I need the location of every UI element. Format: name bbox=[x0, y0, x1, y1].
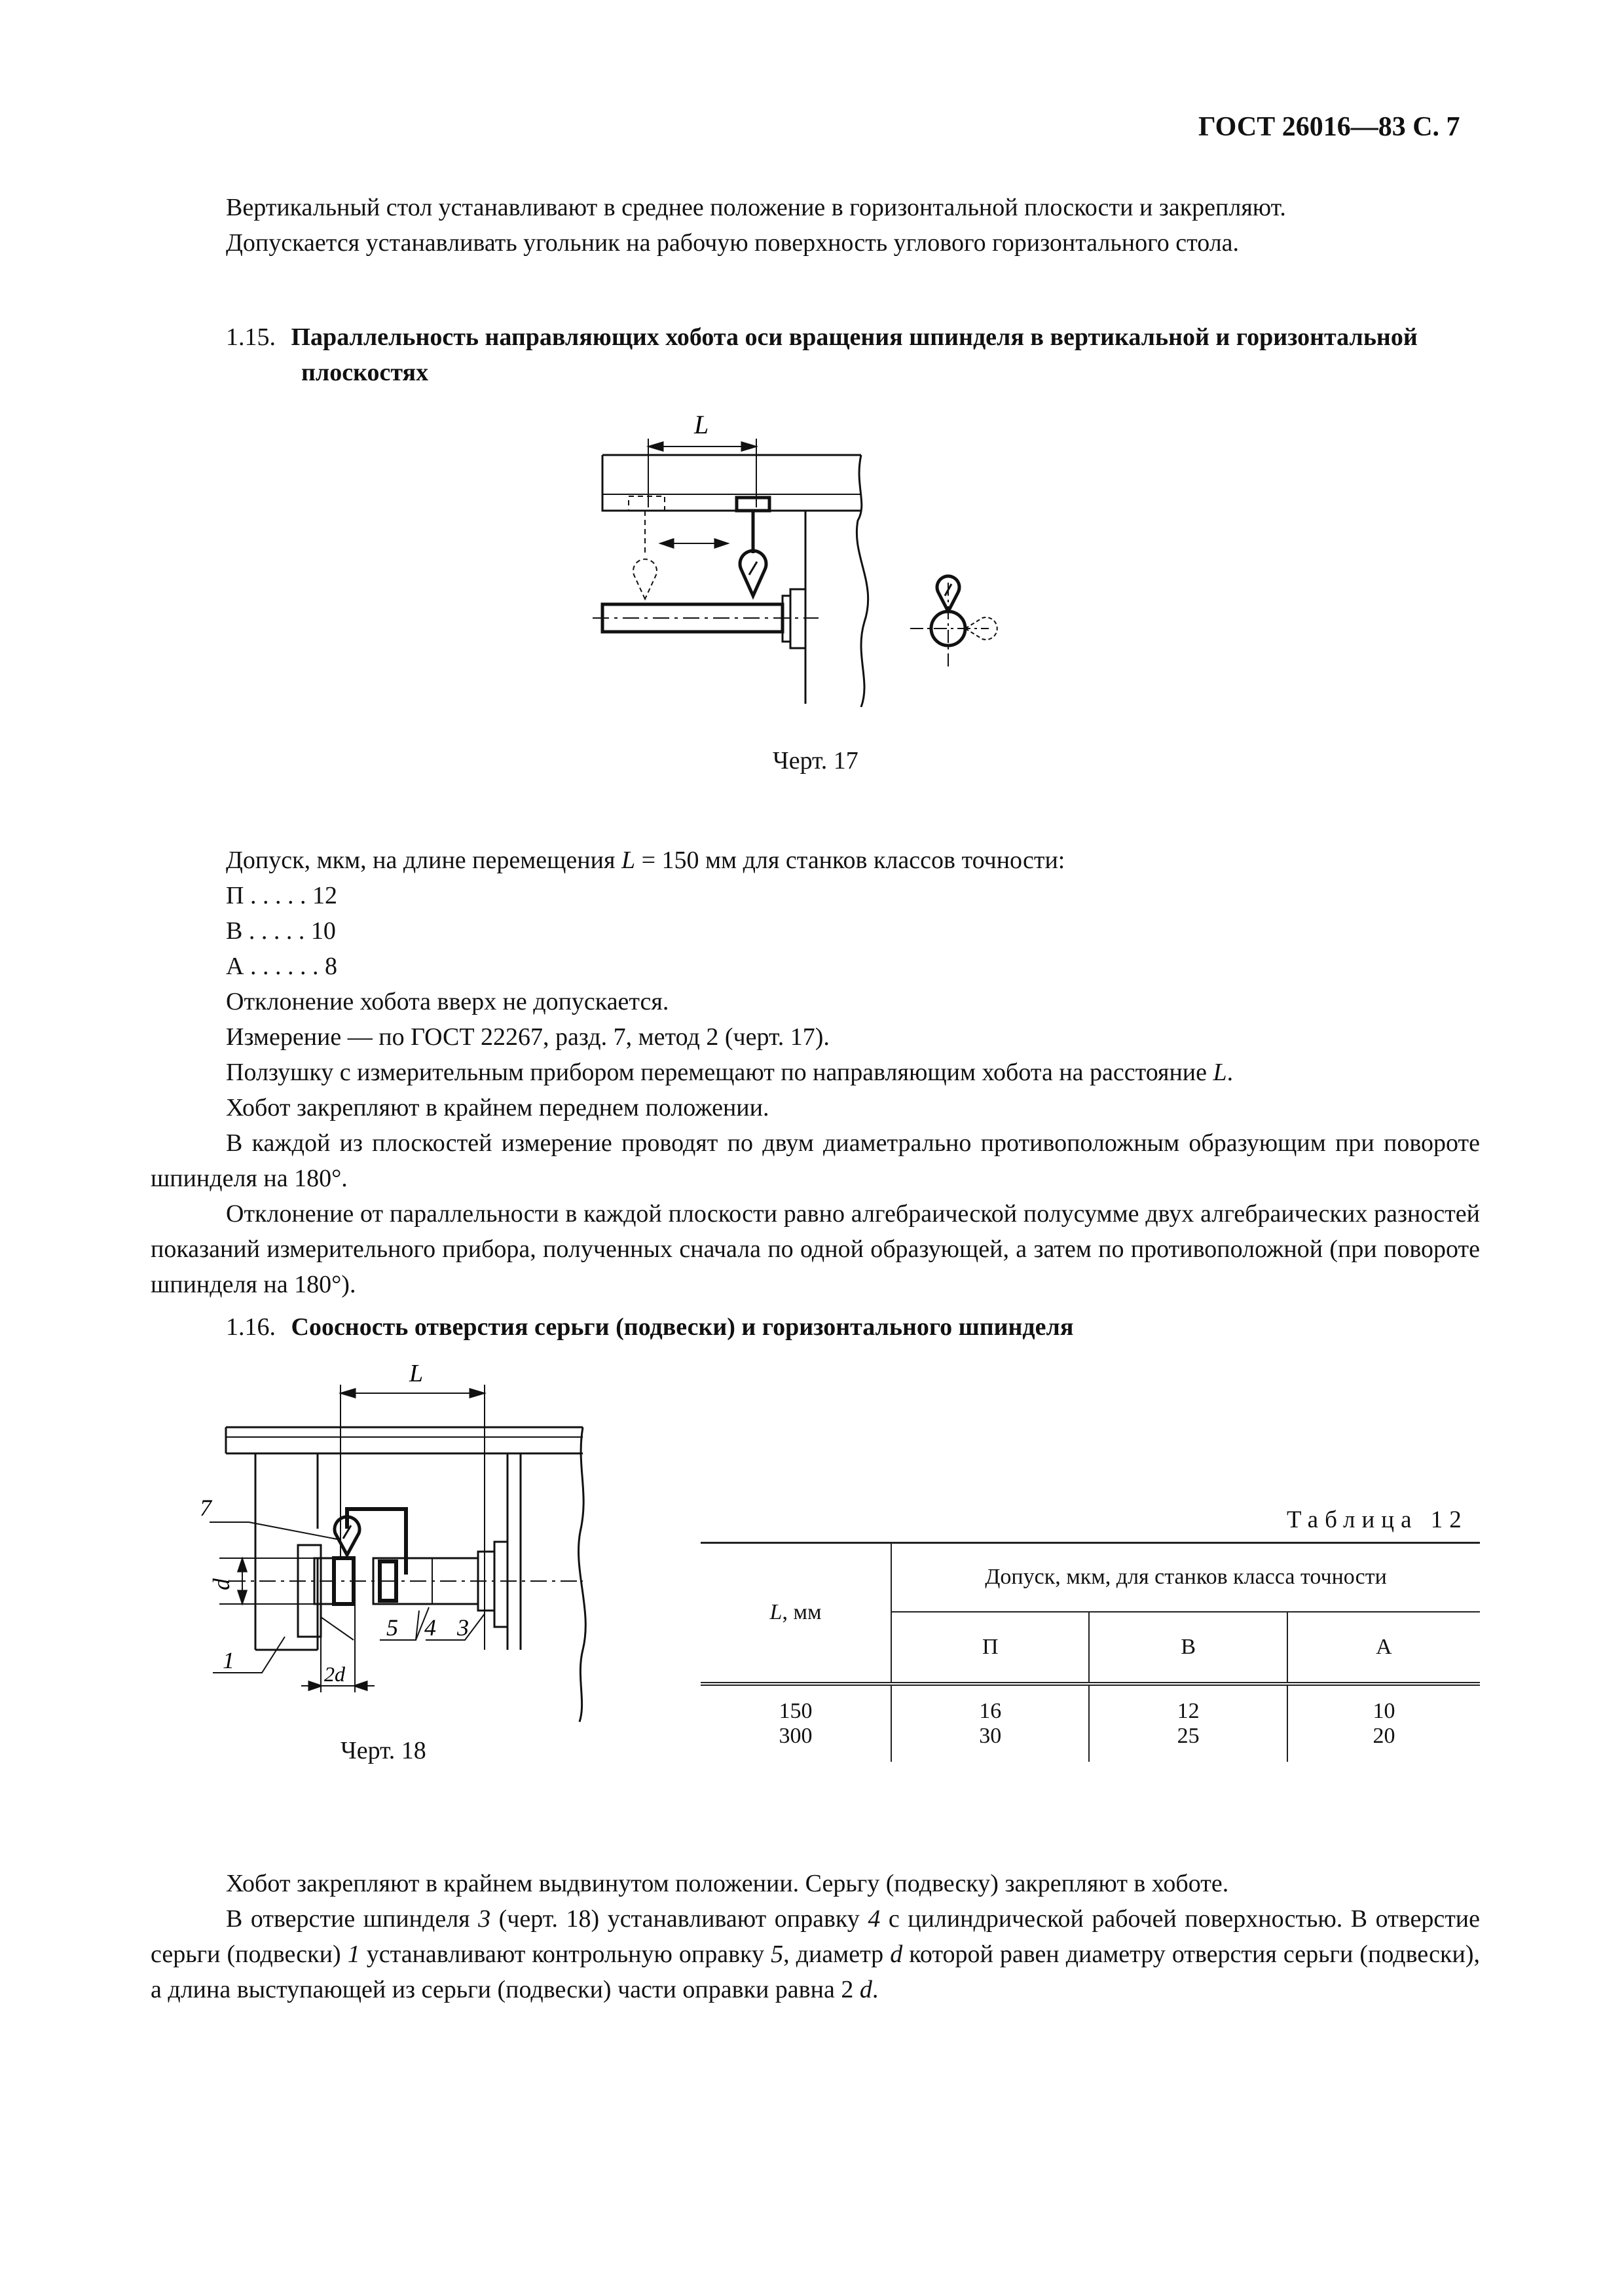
tolerance-intro bbox=[151, 843, 1480, 878]
tolerance-class: П bbox=[226, 882, 244, 909]
table-class-v: В bbox=[1089, 1612, 1287, 1684]
table-12-label: Таблица 12 bbox=[1287, 1506, 1468, 1533]
intro-paragraph-2: Допускается устанавливать угольник на рабочую поверхность углового горизонтального стола. bbox=[226, 229, 1240, 257]
table-cell: 20 bbox=[1373, 1723, 1395, 1748]
paragraph-planes: В каждой из плоскостей измерение проводят по двум диаметрально противоположным образующим при повороте шпинделя на 180°. bbox=[151, 1129, 1480, 1192]
tolerance-row-v bbox=[226, 913, 1480, 949]
section-1-15-heading bbox=[226, 319, 1480, 390]
table-cell: 30 bbox=[891, 1724, 1089, 1762]
slider-text-post: . bbox=[1226, 1059, 1234, 1086]
figure-18-label-1: 1 bbox=[223, 1647, 234, 1673]
paragraph-up-not-allowed: Отклонение хобота вверх не допускается. bbox=[226, 988, 669, 1015]
figure-18-drawing bbox=[190, 1362, 622, 1728]
table-cell-L: 150 bbox=[701, 1684, 891, 1724]
tolerance-leader: . . . . . . bbox=[244, 953, 325, 980]
tolerance-class: В bbox=[226, 917, 243, 945]
mandrel-text: (черт. 18) устанавливают оправку bbox=[490, 1905, 868, 1933]
tolerance-leader: . . . . . bbox=[244, 882, 312, 909]
table-class-a: А bbox=[1287, 1612, 1480, 1684]
intro-paragraph-1: Вертикальный стол устанавливают в среднее положение в горизонтальной плоскости и закрепляют. bbox=[226, 194, 1286, 221]
table-row bbox=[701, 1684, 1480, 1724]
figure-18-label-4: 4 bbox=[424, 1614, 436, 1641]
table-header-row bbox=[701, 1543, 1480, 1612]
section-1-16-heading bbox=[226, 1309, 1480, 1345]
tolerance-list bbox=[151, 878, 1480, 984]
tolerance-leader: . . . . . bbox=[242, 917, 311, 945]
tolerance-intro-var: L bbox=[621, 847, 636, 874]
mandrel-ref: 4 bbox=[868, 1905, 881, 1933]
table-cell: 10 bbox=[1373, 1698, 1395, 1723]
tolerance-value: 8 bbox=[324, 953, 337, 980]
mandrel-ref: 3 bbox=[478, 1905, 491, 1933]
table-cell-L: 300 bbox=[701, 1724, 891, 1762]
figure-18-label-3: 3 bbox=[457, 1614, 469, 1641]
figure-18-label-2d: 2d bbox=[324, 1662, 345, 1686]
figure-18-label-d: d bbox=[208, 1578, 234, 1590]
paragraph-mandrel bbox=[151, 1901, 1480, 2007]
slider-text-var: L bbox=[1213, 1059, 1227, 1086]
table-class-p: П bbox=[891, 1612, 1089, 1684]
tolerance-row-p bbox=[226, 878, 1480, 913]
paragraph-measurement: Измерение — по ГОСТ 22267, разд. 7, метод 2 (черт. 17). bbox=[226, 1023, 830, 1051]
table-row bbox=[701, 1724, 1480, 1762]
figure-17-drawing bbox=[589, 406, 1048, 707]
table-cell: 16 bbox=[891, 1684, 1089, 1724]
slider-text-pre: Ползушку с измерительным прибором перемещают по направляющим хобота на расстояние bbox=[226, 1059, 1213, 1086]
section-1-15-number: 1.15. bbox=[226, 323, 276, 351]
table-12 bbox=[701, 1542, 1480, 1762]
tolerance-intro-post: = 150 мм для станков классов точности: bbox=[635, 847, 1065, 874]
mandrel-ref: 1 bbox=[347, 1941, 360, 1968]
paragraph-fix-front: Хобот закрепляют в крайнем переднем положении. bbox=[226, 1094, 769, 1121]
table-cell: 12 bbox=[1089, 1684, 1287, 1724]
tolerance-value: 10 bbox=[310, 917, 336, 945]
figure-17-caption: Черт. 17 bbox=[773, 747, 858, 774]
section-1-15-body bbox=[151, 843, 1480, 1302]
paragraph-slider bbox=[151, 1055, 1480, 1090]
mandrel-text: устанавливают контрольную оправку bbox=[359, 1941, 771, 1968]
mandrel-text: В отверстие шпинделя bbox=[226, 1905, 479, 1933]
mandrel-ref: 5 bbox=[771, 1941, 784, 1968]
table-col-L: L, мм bbox=[701, 1543, 891, 1684]
mandrel-text: с цилиндрической рабочей поверхностью. В отверстие серьги (подвески) bbox=[151, 1905, 1481, 1968]
table-cell: 25 bbox=[1089, 1724, 1287, 1762]
section-1-16-number: 1.16. bbox=[226, 1313, 276, 1341]
section-1-15-title: Параллельность направляющих хобота оси вращения шпинделя в вертикальной и горизонтальной плоскостях bbox=[291, 323, 1418, 386]
figure-18-label-5: 5 bbox=[386, 1614, 398, 1641]
tolerance-class: А bbox=[226, 953, 244, 980]
section-1-16-title: Соосность отверстия серьги (подвески) и горизонтального шпинделя bbox=[291, 1313, 1074, 1341]
mandrel-text: , диаметр bbox=[783, 1941, 891, 1968]
paragraph-deviation: Отклонение от параллельности в каждой плоскости равно алгебраической полусумме двух алгебраических разностей показаний измерительного прибора, полученных сначала по одной образующей, а затем по противоположной (при повороте шпинделя на 180°). bbox=[151, 1200, 1480, 1298]
figure-18-label-7: 7 bbox=[200, 1495, 212, 1521]
page-header: ГОСТ 26016—83 С. 7 bbox=[1198, 112, 1460, 142]
intro-block bbox=[151, 190, 1480, 261]
mandrel-ref: d bbox=[890, 1941, 903, 1968]
table-col-group: Допуск, мкм, для станков класса точности bbox=[891, 1543, 1480, 1612]
paragraph-fix-extended: Хобот закрепляют в крайнем выдвинутом положении. Серьгу (подвеску) закрепляют в хоботе. bbox=[226, 1870, 1229, 1897]
tolerance-row-a bbox=[226, 949, 1480, 984]
mandrel-text: которой равен диаметру отверстия серьги (подвески), а длина выступающей из серьги (подвески) части оправки равна 2 bbox=[151, 1941, 1480, 2003]
mandrel-text: . bbox=[872, 1976, 879, 2003]
tolerance-value: 12 bbox=[312, 882, 337, 909]
figure-18-label-L: L bbox=[409, 1362, 424, 1387]
tolerance-intro-pre: Допуск, мкм, на длине перемещения bbox=[226, 847, 621, 874]
mandrel-ref: d bbox=[859, 1976, 872, 2003]
figure-18-caption: Черт. 18 bbox=[341, 1737, 426, 1764]
figure-17-label-L: L bbox=[694, 410, 709, 439]
section-1-16-body bbox=[151, 1866, 1480, 2007]
